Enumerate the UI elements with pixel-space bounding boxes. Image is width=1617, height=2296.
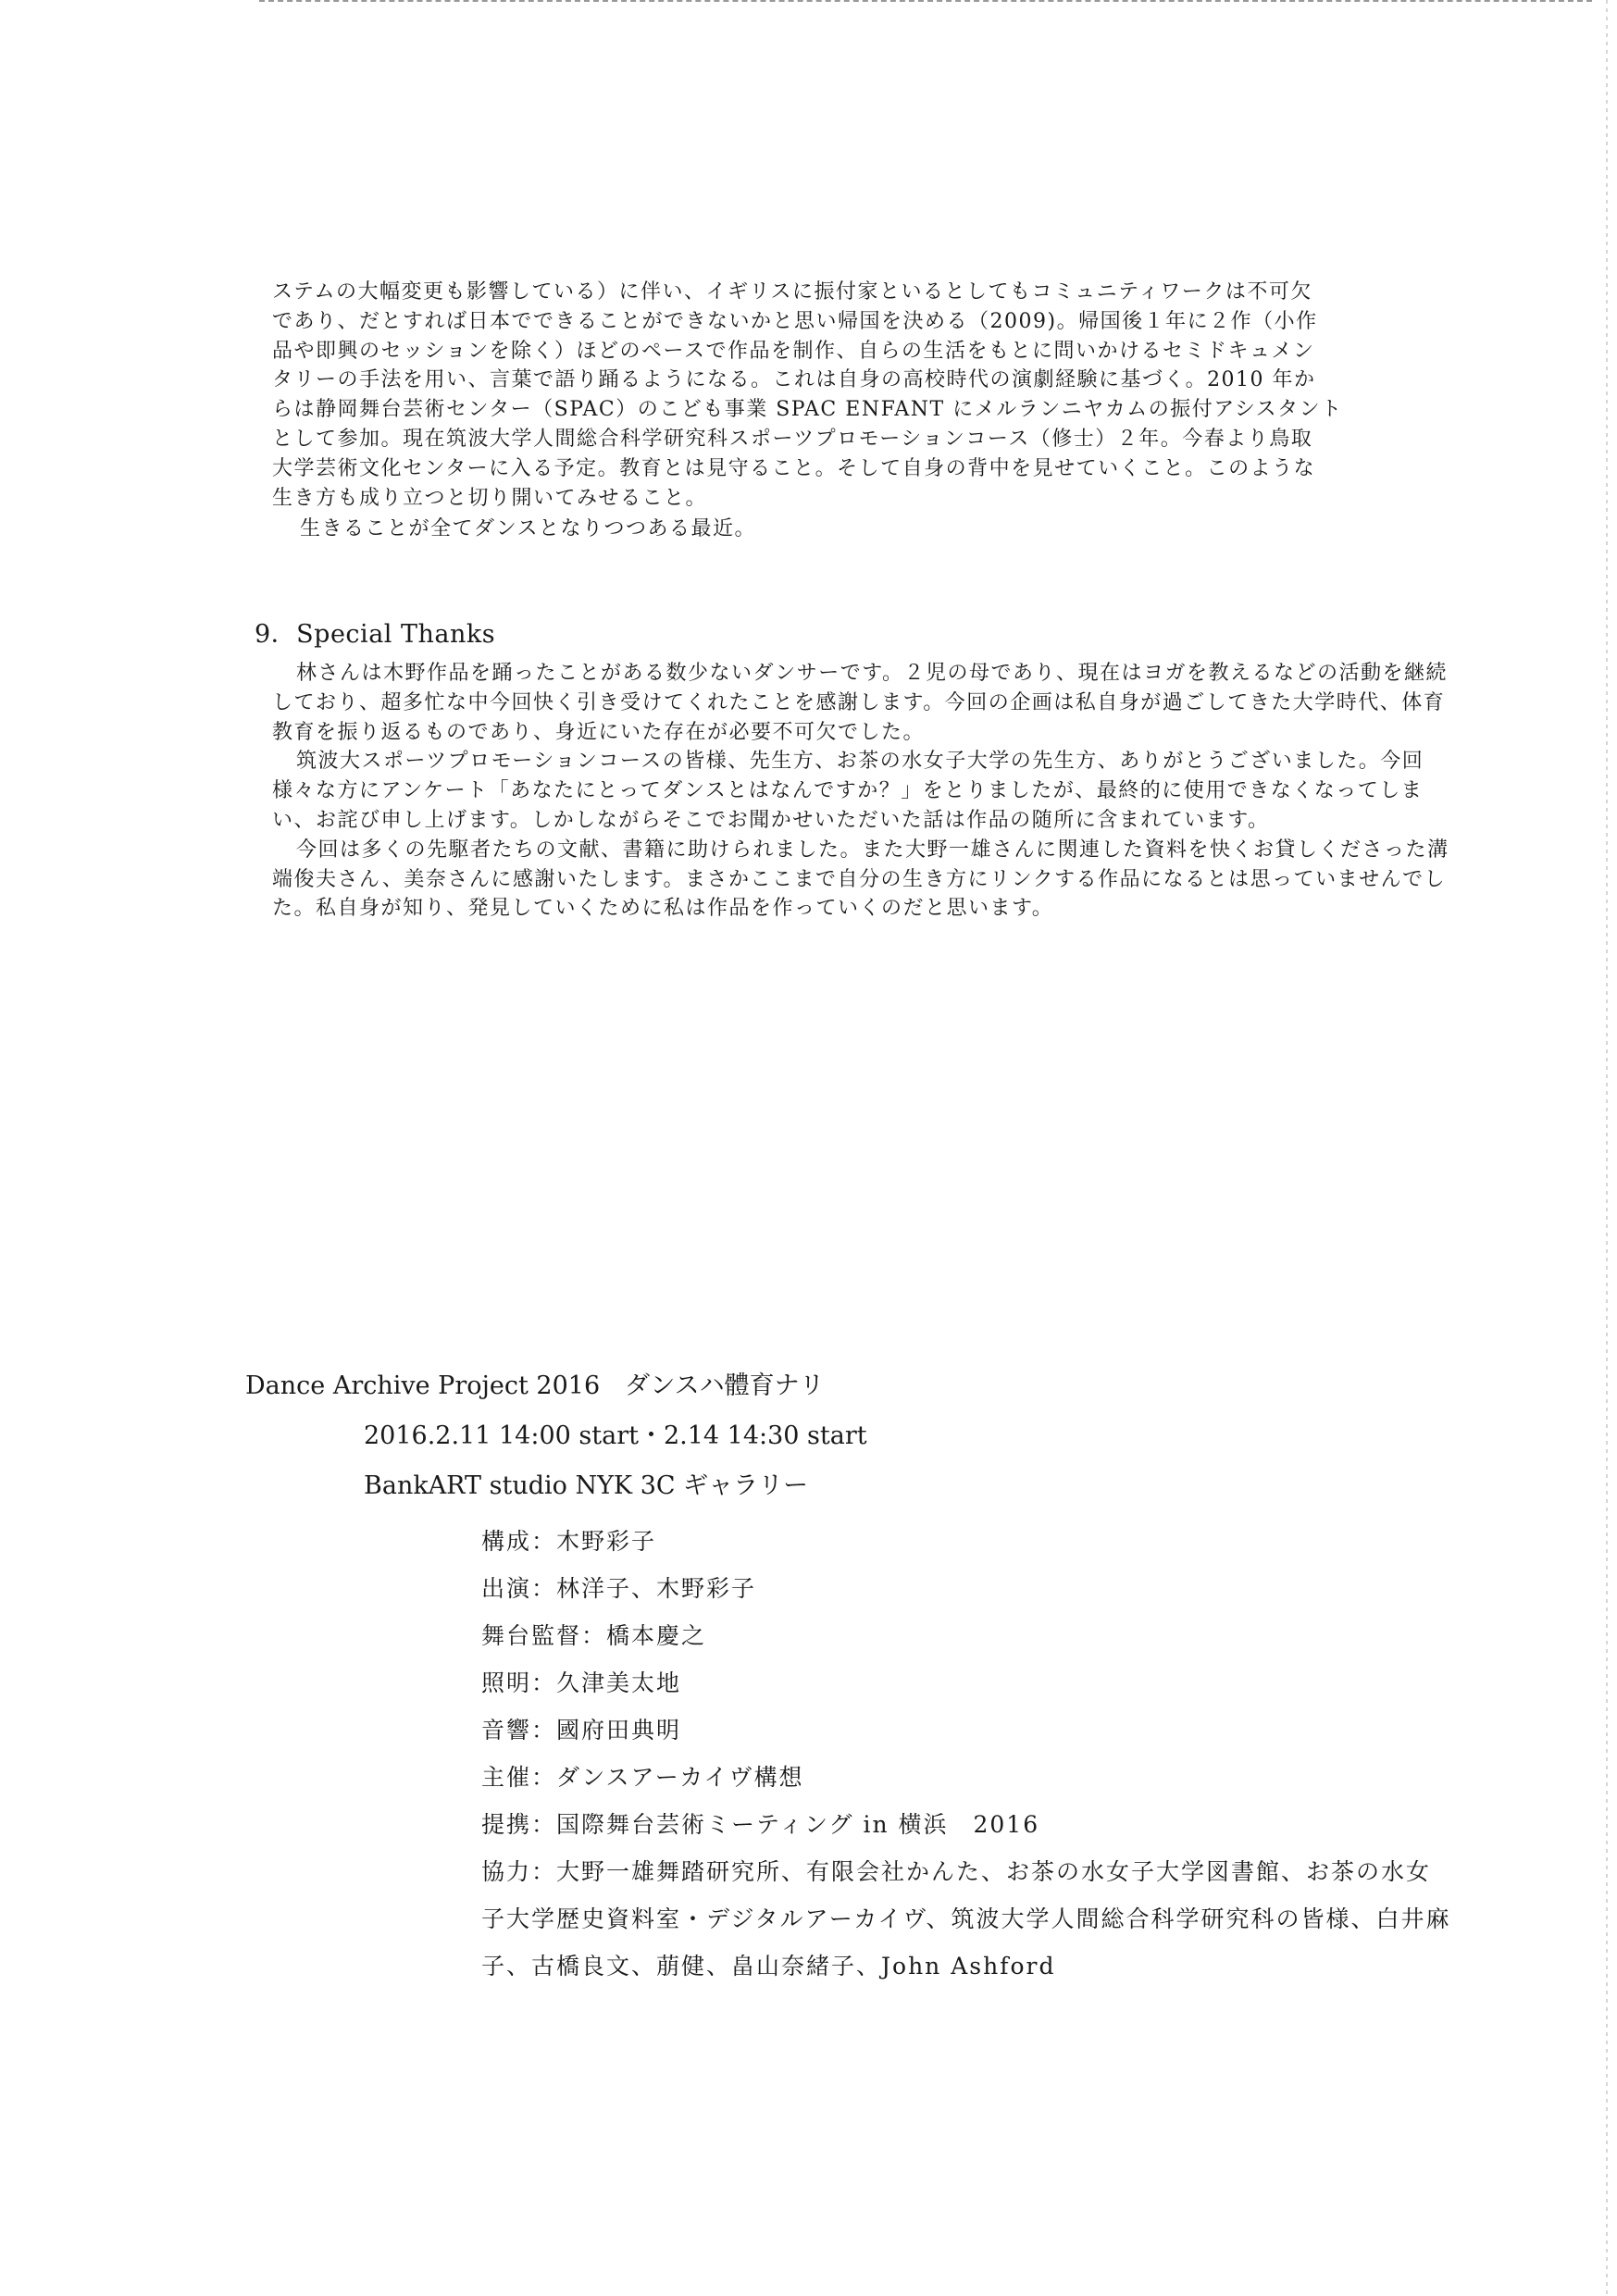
scan-right-edge <box>1606 0 1608 2296</box>
bio-line: ステムの大幅変更も影響している）に伴い、イギリスに振付家といるとしてもコミュニティワークは不可欠 <box>272 280 1312 304</box>
scan-top-rule <box>259 0 1592 5</box>
bio-closing-line: 生きることが全てダンスとなりつつある最近。 <box>300 517 757 541</box>
special-thanks-body <box>272 659 1452 924</box>
staff-sound: 音響：國府田典明 <box>481 1717 682 1744</box>
performance-dates: 2016.2.11 14:00 start・2.14 14:30 start <box>364 1421 867 1450</box>
staff-performers: 出演：林洋子、木野彩子 <box>481 1575 757 1602</box>
staff-organizer: 主催：ダンスアーカイヴ構想 <box>481 1764 804 1791</box>
bio-line: であり、だとすれば日本でできることができないかと思い帰国を決める（2009)。帰国後１年に２作（小作 <box>272 309 1318 333</box>
staff-stage-manager: 舞台監督：橋本慶之 <box>481 1622 707 1649</box>
staff-cooperation: 協力：大野一雄舞踏研究所、有限会社かんた、お茶の水女子大学図書館、お茶の水女子大学歴史資料室・デジタルアーカイヴ、筑波大学人間総合科学研究科の皆様、白井麻子、古橋良文、萠健、畠山奈緒子、John Ashford <box>481 1858 1451 1980</box>
thanks-paragraph-1: 林さんは木野作品を踊ったことがある数少ないダンサーです。２児の母であり、現在はヨガを教えるなどの活動を継続しており、超多忙な中今回快く引き受けてくれたことを感謝します。今回の企画は私自身が過ごしてきた大学時代、体育教育を振り返るものであり、身近にいた存在が必要不可欠でした。 <box>272 662 1448 744</box>
credits-section <box>245 1368 1495 1990</box>
thanks-paragraph-2: 筑波大スポーツプロモーションコースの皆様、先生方、お茶の水女子大学の先生方、ありがとうございました。今回様々な方にアンケート「あなたにとってダンスとはなんですか？」をとりましたが、最終的に使用できなくなってしまい、お詫び申し上げます。しかしながらそこでお聞かせいただいた話は作品の随所に含まれています。 <box>272 750 1424 832</box>
bio-paragraph <box>272 278 1452 544</box>
thanks-paragraph-3: 今回は多くの先駆者たちの文献、書籍に助けられました。また大野一雄さんに関連した資料を快くお貸しくださった溝端俊夫さん、美奈さんに感謝いたします。まさかここまで自分の生き方にリンクする作品になるとは思っていませんでした。私自身が知り、発見していくために私は作品を作っていくのだと思います。 <box>272 838 1449 921</box>
bio-line: 大学芸術文化センターに入る予定。教育とは見守ること。そして自身の背中を見せていくこと。このような <box>272 456 1316 480</box>
staff-list <box>481 1518 1495 1990</box>
staff-composition: 構成：木野彩子 <box>481 1528 657 1555</box>
bio-line: 生き方も成り立つと切り開いてみせること。 <box>272 486 708 510</box>
special-thanks-heading: 9．Special Thanks <box>255 620 496 649</box>
project-title: Dance Archive Project 2016 ダンスハ體育ナリ <box>245 1371 825 1400</box>
bio-line: として参加。現在筑波大学人間総合科学研究科スポーツプロモーションコース（修士）２年。今春より鳥取 <box>272 427 1313 451</box>
staff-lighting: 照明：久津美太地 <box>481 1669 682 1696</box>
staff-partnership: 提携：国際舞台芸術ミーティング in 横浜 2016 <box>481 1811 1040 1838</box>
bio-line: タリーの手法を用い、言葉で語り踊るようになる。これは自身の高校時代の演劇経験に基づく。2010 年か <box>272 368 1316 392</box>
venue: BankART studio NYK 3C ギャラリー <box>364 1471 809 1500</box>
bio-line: 品や即興のセッションを除く）ほどのペースで作品を制作、自らの生活をもとに問いかけるセミドキュメン <box>272 339 1315 363</box>
bio-line: らは静岡舞台芸術センター（SPAC）のこども事業 SPAC ENFANT にメルランニヤカムの振付アシスタント <box>272 398 1343 422</box>
